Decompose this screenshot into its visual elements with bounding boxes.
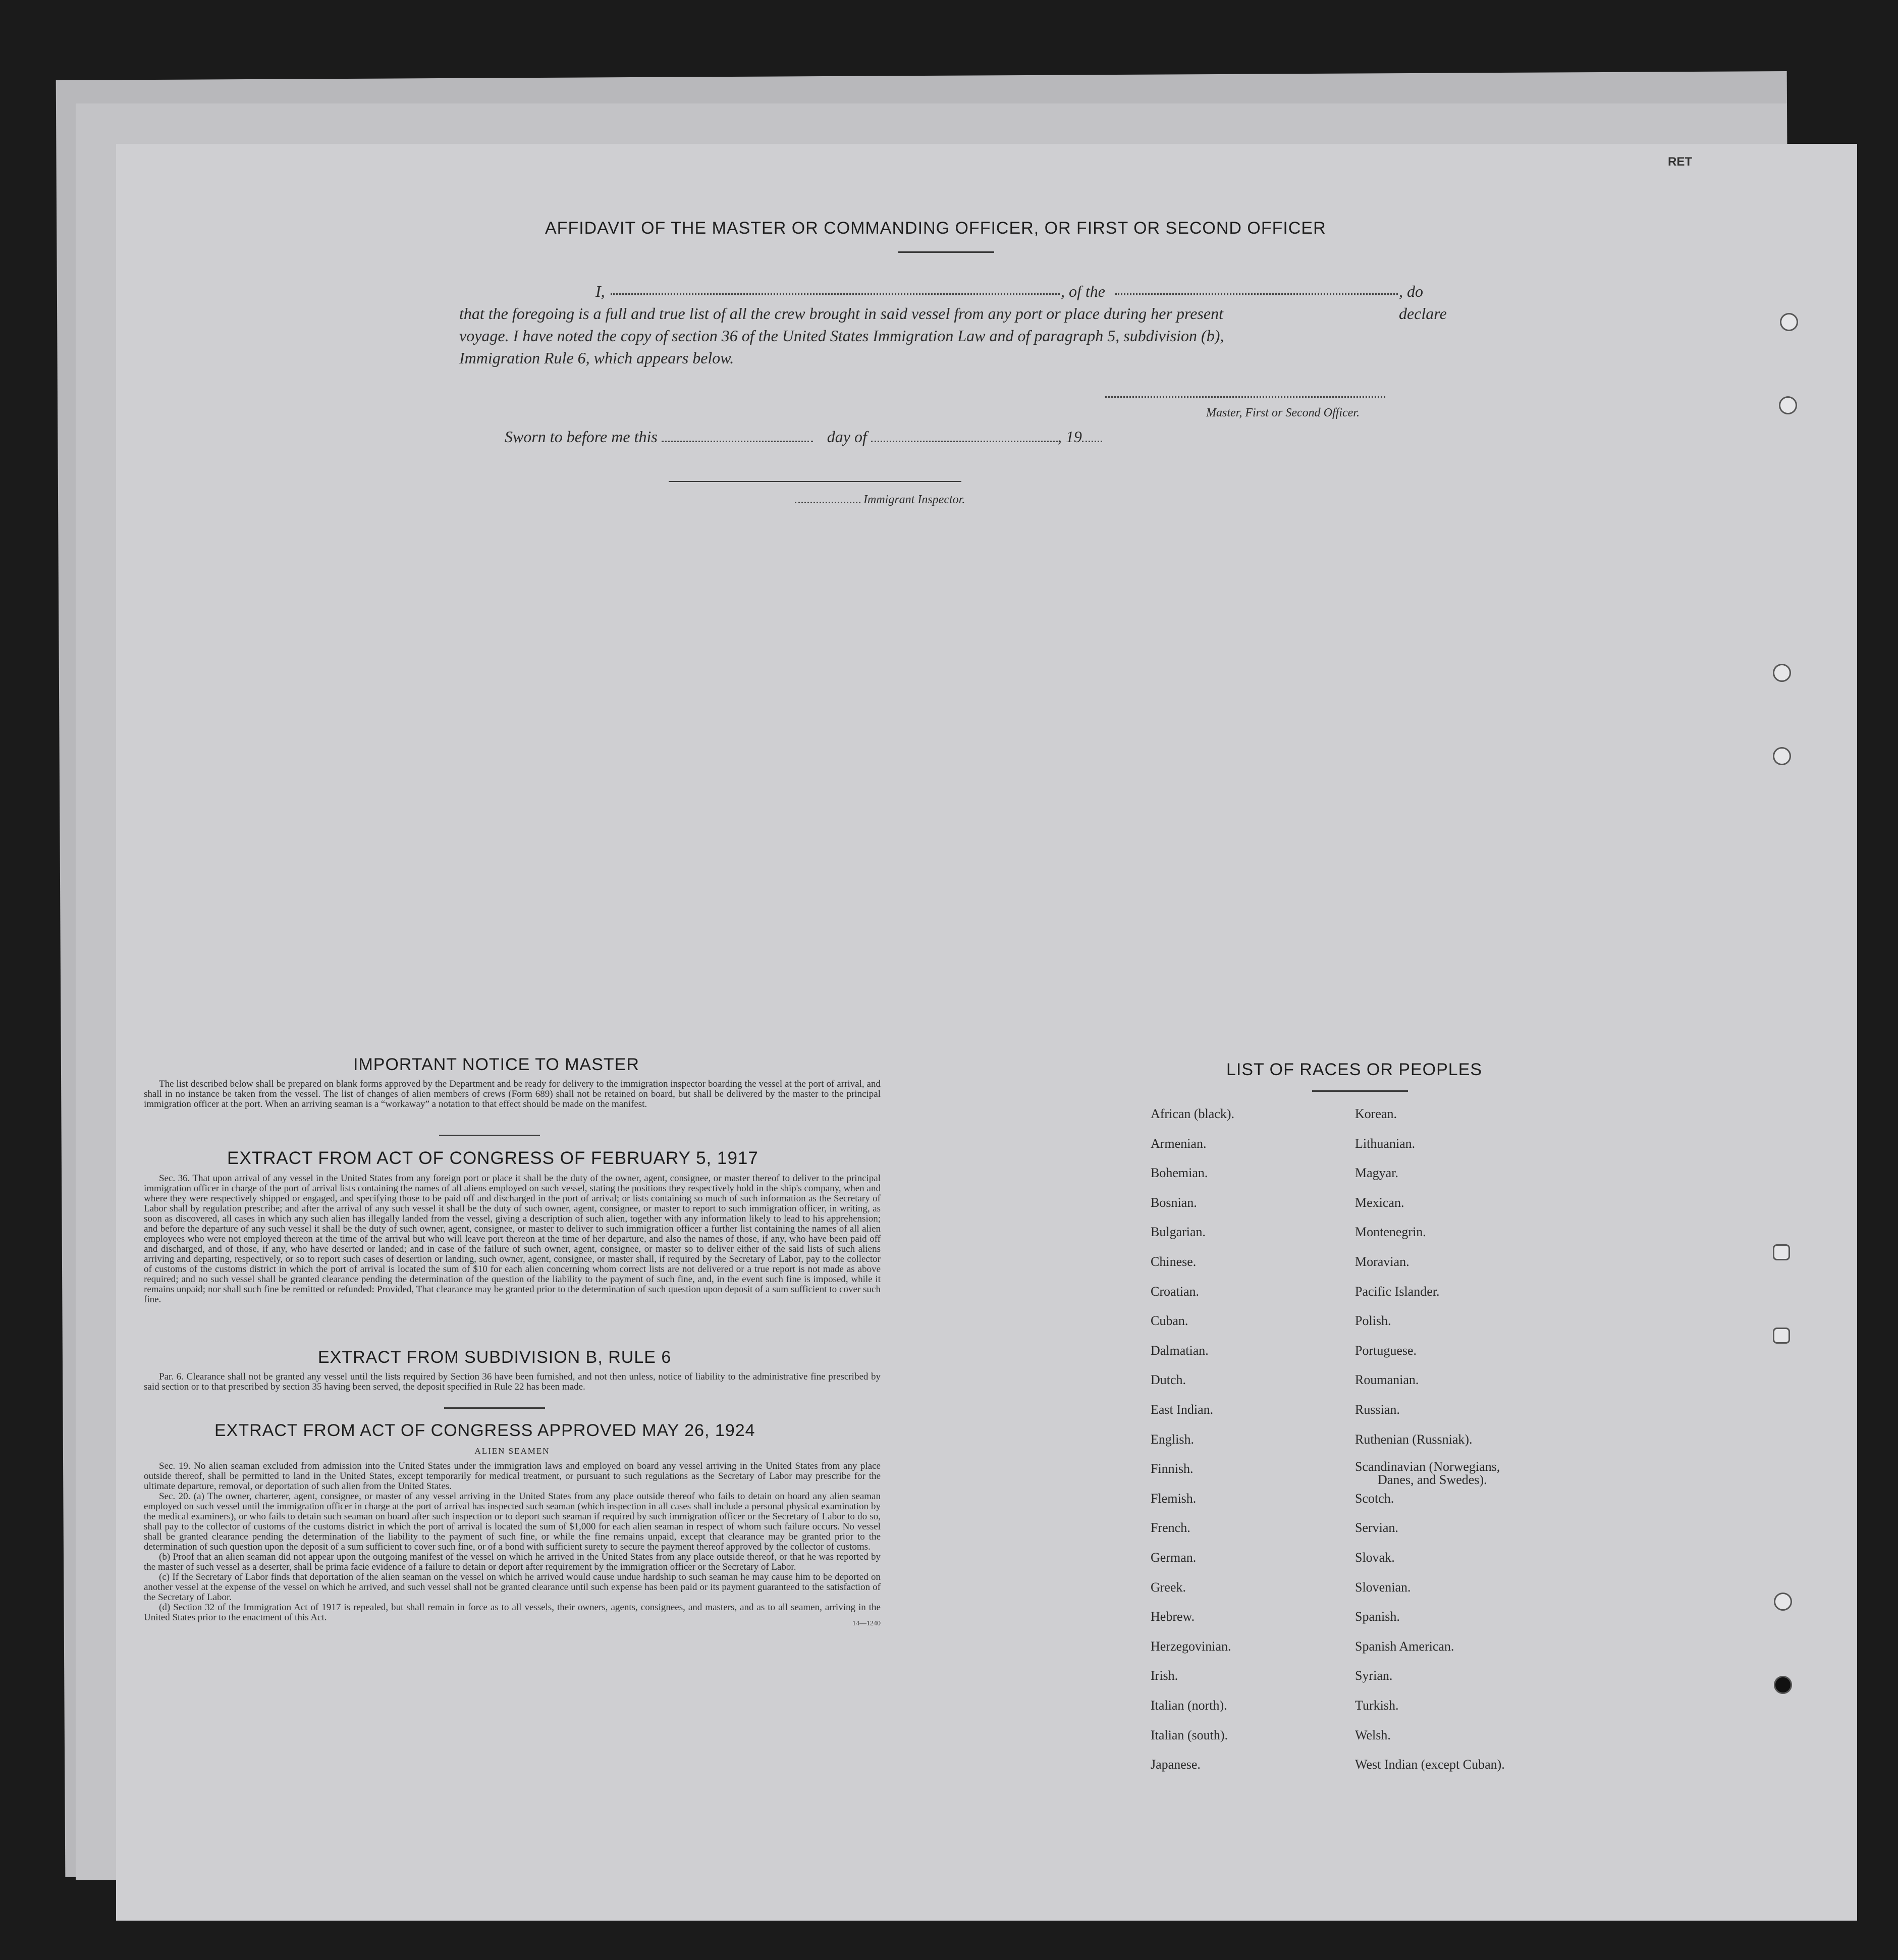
race-left-item: Bulgarian.	[1151, 1225, 1206, 1240]
race-right-item: Pacific Islander.	[1355, 1284, 1440, 1299]
race-right-item: Servian.	[1355, 1520, 1398, 1535]
race-left-item: Dutch.	[1151, 1372, 1186, 1388]
race-right-item: Slovak.	[1355, 1550, 1395, 1565]
name-line[interactable]	[611, 282, 1060, 295]
race-right-item: Mexican.	[1355, 1195, 1404, 1210]
race-right-item: Portuguese.	[1355, 1343, 1417, 1358]
race-left-item: Irish.	[1151, 1668, 1178, 1683]
sec20b-text: (b) Proof that an alien seaman did not appear upon the outgoing manifest of the vessel on which he arrived in the United States from any place outside thereof, or that he was reported by the master of such vessel as a deserter, shall be prima facie evidence of a failure to detain or deport after requirement by the immigration officer or the Secretary of Labor.	[144, 1552, 881, 1572]
race-right-item: Lithuanian.	[1355, 1136, 1416, 1151]
race-left-item: Bohemian.	[1151, 1166, 1208, 1181]
race-right-item: Turkish.	[1355, 1698, 1399, 1713]
vessel-line[interactable]	[1115, 282, 1398, 295]
race-right-item: Moravian.	[1355, 1254, 1409, 1269]
sec20a-text: Sec. 20. (a) The owner, charterer, agent, consignee, or master of any vessel arriving in the United States from any place outside thereof who fails to detain on board any alien seaman employed on such vessel until the immigration officer in charge at the port of arrival has inspected such seaman (which inspection in all cases shall include a personal physical examination by the medical examiners), or who fails to detain such seaman on board after such inspection or to deport such seaman if required by such immigration officer or the Secretary of Labor to do so, shall pay to the collector of customs of the customs district in which the port of arrival is located the sum of $1,000 for each alien seaman in respect of whom such failure occurs. No vessel shall be granted clearance pending the determination of the liability to the payment of such fine, or while the fine remains unpaid, except that clearance may be granted prior to the determination of such question upon the deposit of a sum sufficient to cover such fine, or of a bond with sufficient surety to secure the payment thereof approved by the collector of customs.	[144, 1491, 881, 1552]
sec19-text: Sec. 19. No alien seaman excluded from admission into the United States under the immigration laws and employed on board any vessel arriving in the United States from any place outside thereof, shall be permitted to land in the United States, except temporarily for medical treatment, or pursuant to such regulations as the Secretary of Labor may prescribe for the ultimate departure, removal, or deportation of such alien from the United States.	[144, 1461, 881, 1492]
race-right-item: Welsh.	[1355, 1727, 1391, 1742]
binder-hole	[1773, 747, 1791, 765]
sec20c-text: (c) If the Secretary of Labor finds that deportation of the alien seaman on the vessel on which he arrived would cause undue hardship to such seaman he may cause him to be deported on another vessel at the expense of the vessel on which he arrived, and such vessel shall not be granted clearance until such expense has been paid or its payment guaranteed to the satisfaction of the Secretary of Labor.	[144, 1572, 881, 1603]
race-left-item: German.	[1151, 1550, 1197, 1565]
race-left-item: Hebrew.	[1151, 1609, 1195, 1624]
do-declare-label: , do declare	[1399, 282, 1447, 323]
divider	[898, 251, 994, 253]
race-left-item: Finnish.	[1151, 1461, 1194, 1476]
declaration-line: Immigration Rule 6, which appears below.	[459, 349, 734, 367]
notice-title: IMPORTANT NOTICE TO MASTER	[353, 1055, 639, 1074]
binder-hole	[1773, 1328, 1790, 1344]
extract-rule6-title: EXTRACT FROM SUBDIVISION B, RULE 6	[318, 1348, 672, 1367]
extract-1924-body	[144, 1461, 881, 1628]
race-left-item: Italian (north).	[1151, 1698, 1227, 1713]
binder-hole	[1774, 1593, 1792, 1611]
race-left-item: Cuban.	[1151, 1313, 1188, 1329]
declaration-line: that the foregoing is a full and true list of all the crew brought in said vessel from any port or place during her present	[459, 304, 1223, 323]
race-left-item: Japanese.	[1151, 1757, 1201, 1772]
race-right-item: Scandinavian (Norwegians, Danes, and Swedes).	[1355, 1459, 1500, 1488]
extract-1917-text: Sec. 36. That upon arrival of any vessel in the United States from any foreign port or place it shall be the duty of the owner, agent, consignee, or master thereof to deliver to the principal immigration officer in charge of the port of arrival lists containing the names of all aliens employed on such vessel, stating the positions they respectively hold in the ship's company, when and where they were respectively shipped or engaged, and specifying those to be paid off and discharged in the port of arrival; or lists containing so much of such information as the Secretary of Labor shall by regulation prescribe; and after the arrival of any such vessel it shall be the duty of such owner, agent, consignee, or master to report to such immigration officer, in writing, as soon as discovered, all cases in which any such alien has illegally landed from the vessel, giving a description of such alien, together with any information likely to lead to his apprehension; and before the departure of any such vessel it shall be the duty of such owner, agent, consignee, or master to deliver to such immigration officer a further list containing the names of all alien employees who were not employed thereon at the time of the arrival but who will leave port thereon at the time of her departure, and also the names of those, if any, who have been paid off and discharged, and of those, if any, who have deserted or landed; and in case of the failure of such owner, agent, consignee, or master so to deliver either of the said lists of such aliens arriving and departing, respectively, or so to report such cases of desertion or landing, such owner, agent, consignee, or master shall, if required by the Secretary of Labor, pay to the collector of customs of the customs district in which the port of arrival is located the sum of $10 for each alien concerning whom correct lists are not delivered or a true report is not made as above required; and no such vessel shall be granted clearance pending the determination of the question of the liability to the payment of such fine, and, in the event such fine is imposed, while it remains unpaid; nor shall such fine be remitted or refunded: Provided, That clearance may be granted prior to the determination of such question upon deposit of a sum sufficient to cover such fine.	[144, 1173, 881, 1305]
sworn-day-line[interactable]	[662, 430, 813, 442]
binder-hole	[1780, 313, 1798, 331]
race-left-item: Dalmatian.	[1151, 1343, 1209, 1358]
notice-text: The list described below shall be prepared on blank forms approved by the Department and be ready for delivery to the immigration inspector boarding the vessel at the port of arrival, and shall in no instance be taken from the vessel. The list of changes of alien members of crews (Form 689) shall not be retained on board, but shall be delivered by the master to the principal immigration officer at the port. When an arriving seaman is a “workaway” a notation to that effect should be made on the manifest.	[144, 1079, 881, 1109]
race-left-item: Armenian.	[1151, 1136, 1207, 1151]
race-left-item: English.	[1151, 1432, 1194, 1447]
race-left-item: African (black).	[1151, 1106, 1235, 1121]
race-right-item: Spanish American.	[1355, 1638, 1454, 1654]
inspector-signature-line[interactable]	[669, 481, 961, 482]
race-left-item: Bosnian.	[1151, 1195, 1197, 1210]
sworn-month-line[interactable]	[871, 430, 1058, 442]
affidavit-declaration	[459, 280, 1458, 369]
race-left-item: French.	[1151, 1520, 1190, 1535]
extract-1924-title: EXTRACT FROM ACT OF CONGRESS APPROVED MAY 26, 1924	[214, 1421, 755, 1440]
extract-rule6-text: Par. 6. Clearance shall not be granted any vessel until the lists required by Section 36 have been furnished, and not then unless, notice of liability to the administrative fine prescribed by said section or to that prescribed by section 35 having been served, the deposit specified in Rule 22 has been made.	[144, 1371, 881, 1392]
race-right-item: Russian.	[1355, 1402, 1400, 1417]
binder-hole	[1774, 1676, 1792, 1694]
inspector-row	[795, 493, 965, 507]
race-right-item: West Indian (except Cuban).	[1355, 1757, 1505, 1772]
race-left-item: East Indian.	[1151, 1402, 1214, 1417]
race-right-item: Spanish.	[1355, 1609, 1400, 1624]
binder-hole	[1773, 1244, 1790, 1260]
race-right-item: Montenegrin.	[1355, 1225, 1426, 1240]
divider	[439, 1135, 540, 1136]
corner-stamp: RET	[1668, 155, 1692, 169]
race-right-item: Magyar.	[1355, 1166, 1398, 1181]
i-label: I,	[595, 282, 605, 300]
day-of-label: day of	[827, 428, 867, 446]
alien-seamen-subtitle: ALIEN SEAMEN	[474, 1446, 550, 1456]
binder-hole	[1773, 664, 1791, 682]
race-right-item: Polish.	[1355, 1313, 1391, 1329]
master-signature-line[interactable]	[1105, 385, 1385, 398]
divider	[1312, 1090, 1408, 1092]
year-line[interactable]	[1082, 430, 1102, 442]
sec20d-text: (d) Section 32 of the Immigration Act of 1917 is repealed, but shall remain in force as to all vessels, their owners, agents, consignees, and masters, and as to all seamen, arriving in the United States prior to the enactment of this Act.	[144, 1602, 881, 1623]
race-right-item: Ruthenian (Russniak).	[1355, 1432, 1473, 1447]
race-right-item: Roumanian.	[1355, 1372, 1419, 1388]
race-left-item: Italian (south).	[1151, 1727, 1228, 1742]
sworn-label: Sworn to before me this	[505, 428, 658, 446]
manifest-page	[116, 144, 1857, 1921]
sworn-row	[505, 426, 1102, 448]
race-right-item: Slovenian.	[1355, 1579, 1411, 1595]
inspector-label: Immigrant Inspector.	[863, 493, 965, 506]
race-left-item: Herzegovinian.	[1151, 1638, 1231, 1654]
race-left-item: Flemish.	[1151, 1491, 1197, 1506]
divider	[444, 1407, 545, 1409]
of-the-label: , of the	[1061, 282, 1105, 300]
year-label: , 19	[1057, 428, 1082, 446]
master-signature-label: Master, First or Second Officer.	[1206, 406, 1360, 419]
declaration-line: voyage. I have noted the copy of section 36 of the United States Immigration Law and of paragraph 5, subdivision (b),	[459, 327, 1224, 345]
race-left-item: Chinese.	[1151, 1254, 1197, 1269]
race-right-item: Scotch.	[1355, 1491, 1394, 1506]
binder-hole	[1779, 396, 1797, 414]
form-number: 14—1240	[852, 1620, 881, 1627]
race-right-item: Korean.	[1355, 1106, 1397, 1121]
races-title: LIST OF RACES OR PEOPLES	[1226, 1060, 1483, 1079]
race-left-item: Croatian.	[1151, 1284, 1200, 1299]
race-right-item: Syrian.	[1355, 1668, 1393, 1683]
affidavit-title: AFFIDAVIT OF THE MASTER OR COMMANDING OFFICER, OR FIRST OR SECOND OFFICER	[545, 219, 1326, 238]
race-left-item: Greek.	[1151, 1579, 1186, 1595]
extract-1917-title: EXTRACT FROM ACT OF CONGRESS OF FEBRUARY 5, 1917	[227, 1148, 758, 1168]
